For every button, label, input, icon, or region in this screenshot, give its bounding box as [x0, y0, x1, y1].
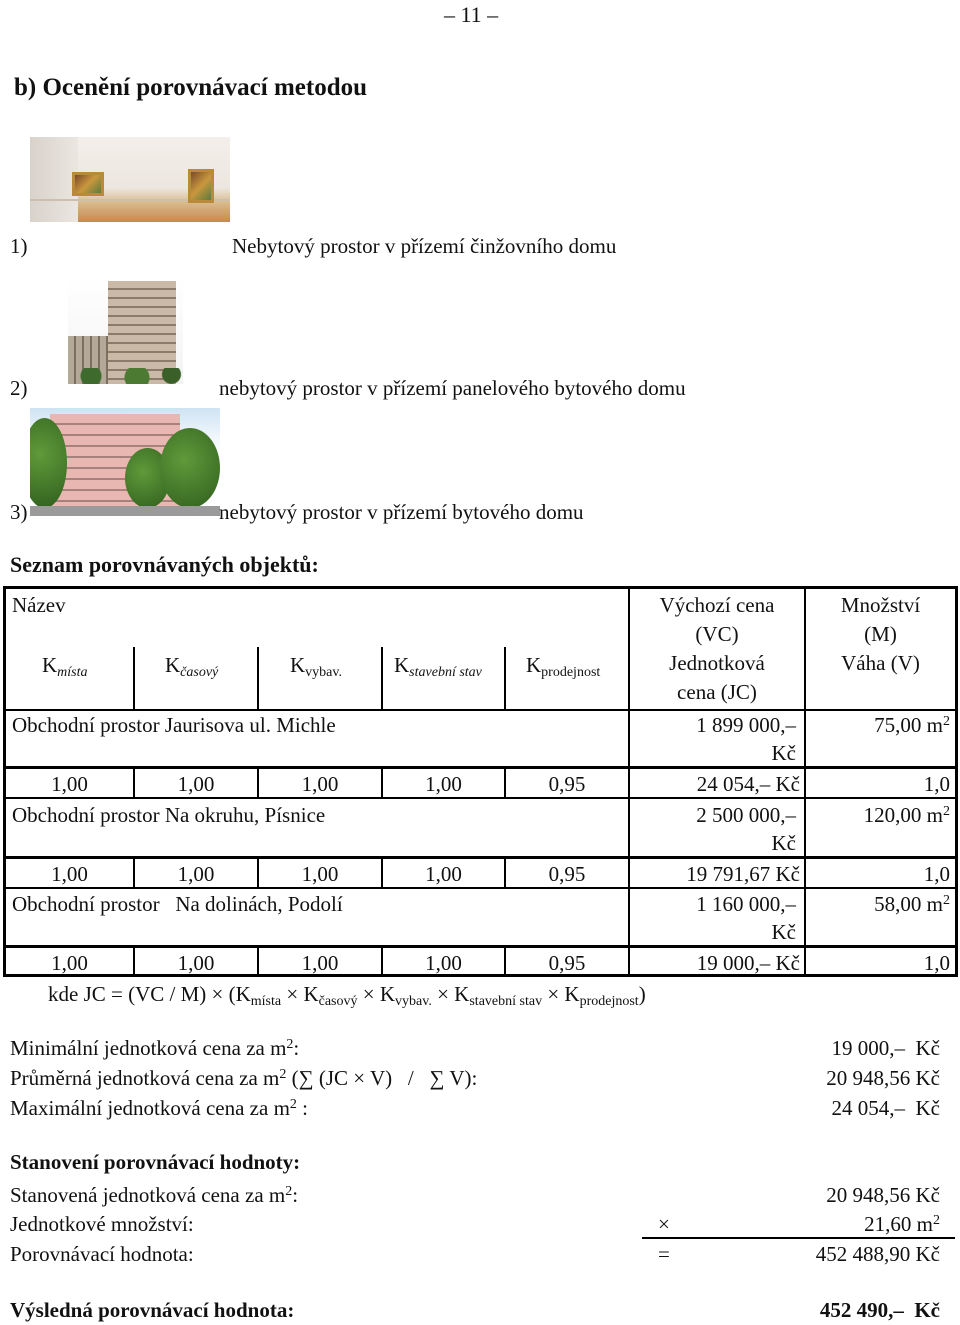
row-3-k-vybav: 1,00	[301, 951, 339, 975]
unit-price-label: Stanovená jednotková cena za $m^2$:	[10, 1183, 299, 1207]
row-2-k-stav: 1,00	[425, 862, 462, 886]
header-vc-line2: (VC)	[695, 622, 739, 646]
row-1-vc-line1: 1 899 000,–	[696, 713, 796, 737]
row-2-name: Obchodní prostor Na okruhu, Písnice	[12, 803, 326, 827]
row-3-vc-line2: Kč	[771, 920, 796, 944]
result-label: Výsledná porovnávací hodnota:	[10, 1298, 295, 1322]
row-3-k-stav: 1,00	[425, 951, 462, 975]
header-m-line2: (M)	[864, 622, 897, 646]
row-1-k-casovy: 1,00	[177, 772, 215, 796]
result-value: 452 490,– Kč	[819, 1298, 940, 1322]
object-number-1: 1)	[10, 234, 28, 258]
object-label-3: nebytový prostor v přízemí bytového domu	[219, 500, 584, 524]
header-k-vybav: $K_{vybav.}$	[290, 653, 342, 680]
max-price-value: 24 054,– Kč	[831, 1096, 940, 1120]
object-label-2: nebytový prostor v přízemí panelového bytového domu	[219, 376, 686, 400]
photo-panel-building	[68, 276, 183, 384]
comparative-value: 452 488,90 Kč	[815, 1242, 940, 1266]
object-number-2: 2)	[10, 376, 28, 400]
row-3-vc-line1: 1 160 000,–	[696, 892, 796, 916]
comparative-value-label: Porovnávací hodnota:	[10, 1242, 194, 1266]
max-price-label: Maximální jednotková cena za $m^2$ :	[10, 1096, 308, 1120]
row-2-vc-line2: Kč	[771, 831, 796, 855]
row-3-k-mista: 1,00	[51, 951, 88, 975]
row-1-k-mista: 1,00	[51, 772, 88, 796]
row-3-k-casovy: 1,00	[177, 951, 215, 975]
object-label-1: Nebytový prostor v přízemí činžovního domu	[232, 234, 617, 258]
header-jc-line2: cena (JC)	[677, 680, 757, 704]
header-vc-line1: Výchozí cena	[659, 593, 775, 617]
row-1-k-prodejnost: 0,95	[548, 772, 586, 796]
row-2-m: 120,00 $m^2$	[863, 803, 950, 827]
header-m-line1: Množství	[840, 593, 921, 617]
row-1-m: 75,00 $m^2$	[874, 713, 950, 737]
equals-operator: =	[658, 1242, 670, 1266]
quantity-operator: ×	[658, 1212, 670, 1236]
row-3-jc: 19 000,– Kč	[696, 951, 800, 975]
row-1-jc: 24 054,– Kč	[696, 772, 800, 796]
row-2-k-casovy: 1,00	[177, 862, 215, 886]
sum-rule	[642, 1237, 955, 1239]
header-k-mista: $K_{místa}$	[42, 653, 88, 680]
unit-price-value: 20 948,56 Kč	[826, 1183, 940, 1207]
row-1-name: Obchodní prostor Jaurisova ul. Michle	[12, 713, 336, 737]
comparison-table	[3, 586, 958, 977]
row-3-name: Obchodní prostor Na dolinách, Podolí	[12, 892, 343, 916]
min-price-value: 19 000,– Kč	[831, 1036, 940, 1060]
page-number: – 11 –	[444, 2, 499, 27]
object-number-3: 3)	[10, 500, 28, 524]
header-v: Váha (V)	[841, 651, 920, 675]
row-2-jc: 19 791,67 Kč	[686, 862, 800, 886]
row-3-m: 58,00 $m^2$	[874, 892, 950, 916]
quantity-label: Jednotkové množství:	[10, 1212, 194, 1236]
header-k-prodejnost: $K_{prodejnost}$	[526, 653, 601, 680]
row-2-k-mista: 1,00	[51, 862, 88, 886]
row-3-v: 1,0	[923, 951, 950, 975]
avg-price-value: 20 948,56 Kč	[826, 1066, 940, 1090]
row-2-vc-line1: 2 500 000,–	[696, 803, 796, 827]
row-1-v: 1,0	[923, 772, 950, 796]
photo-interior	[30, 137, 230, 222]
jc-formula: kde JC = $(VC / M) \times (K_{místa} \times K_{časový} \times K_{vybav.} \times K_{stavební stav} \times K_{prodejnost})$	[48, 982, 646, 1009]
quantity-value: 21,60 $m^2$	[864, 1212, 940, 1236]
row-3-k-prodejnost: 0,95	[548, 951, 586, 975]
list-title: Seznam porovnávaných objektů:	[10, 552, 319, 577]
row-2-k-vybav: 1,00	[301, 862, 339, 886]
determination-title: Stanovení porovnávací hodnoty:	[10, 1150, 301, 1174]
row-1-k-vybav: 1,00	[301, 772, 339, 796]
min-price-label: Minimální jednotková cena za $m^2$:	[10, 1036, 300, 1060]
header-name: Název	[12, 593, 66, 617]
row-2-k-prodejnost: 0,95	[548, 862, 586, 886]
header-jc-line1: Jednotková	[669, 651, 765, 675]
avg-price-label: Průměrná jednotková cena za $m^2$ (∑ (JC × V) / ∑ V):	[10, 1066, 478, 1090]
row-2-v: 1,0	[923, 862, 950, 886]
header-k-stavebni-stav: $K_{stavební stav}$	[394, 653, 482, 680]
section-heading: b) Ocenění porovnávací metodou	[14, 74, 368, 101]
row-1-k-stav: 1,00	[425, 772, 462, 796]
photo-residential-building	[30, 408, 220, 516]
row-1-vc-line2: Kč	[771, 741, 796, 765]
header-k-casovy: $K_{časový}$	[165, 653, 219, 680]
